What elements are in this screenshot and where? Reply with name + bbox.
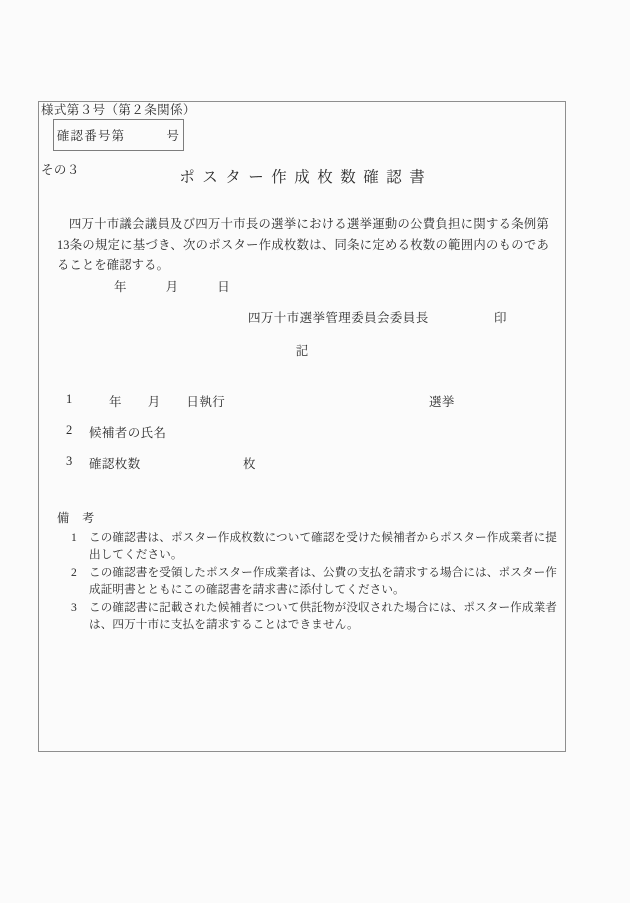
ki-mark: 記 [295, 344, 309, 358]
item-label: 年 月 日執行 [109, 395, 226, 409]
item-number: 1 [66, 392, 73, 406]
note-number: 1 [71, 530, 77, 544]
note-item [57, 564, 557, 599]
item-number: 3 [66, 454, 73, 468]
note-item [57, 529, 557, 564]
note-number: 2 [71, 565, 77, 579]
page-title: ポスター作成枚数確認書 [179, 169, 433, 186]
seal-marker: 印 [494, 311, 507, 325]
note-text: この確認書は、ポスター作成枚数について確認を受けた候補者からポスター作成業者に提出してください。 [89, 530, 557, 561]
notes-heading: 備 考 [57, 511, 95, 525]
item-number: 2 [66, 423, 73, 437]
note-text: この確認書に記載された候補者について供託物が没収された場合には、ポスター作成業者は、四万十市に支払を請求することはできません。 [89, 600, 557, 631]
confirmation-number-label: 確認番号第 号 [56, 129, 181, 143]
notes-section [57, 510, 557, 634]
item-trailing-label: 選挙 [429, 395, 455, 409]
note-text: この確認書を受領したポスター作成業者は、公費の支払を請求する場合には、ポスター作成証明書とともにこの確認書を請求書に添付してください。 [89, 565, 557, 596]
entry-item-candidate-name [39, 423, 565, 454]
note-item [57, 599, 557, 634]
form-frame [38, 101, 566, 752]
entry-item-confirmed-count [39, 454, 565, 485]
date-line: 年 月 日 [114, 280, 231, 294]
confirmation-number-box [53, 119, 184, 151]
form-number-line: 様式第３号（第２条関係） [41, 103, 196, 117]
body-paragraph: 四万十市議会議員及び四万十市長の選挙における選挙運動の公費負担に関する条例第13条の規定に基づき、次のポスター作成枚数は、同条に定める枚数の範囲内のものであることを確認する。 [57, 217, 549, 272]
entry-item-election-date [39, 392, 565, 423]
note-number: 3 [71, 600, 77, 614]
signature-row [39, 308, 565, 328]
item-label: 確認枚数 [89, 457, 141, 471]
entry-items [39, 392, 565, 485]
item-unit-label: 枚 [243, 457, 256, 471]
signatory-name: 四万十市選挙管理委員会委員長 [248, 311, 429, 325]
form-subnumber-line: その３ [41, 163, 80, 177]
item-label: 候補者の氏名 [89, 426, 167, 440]
